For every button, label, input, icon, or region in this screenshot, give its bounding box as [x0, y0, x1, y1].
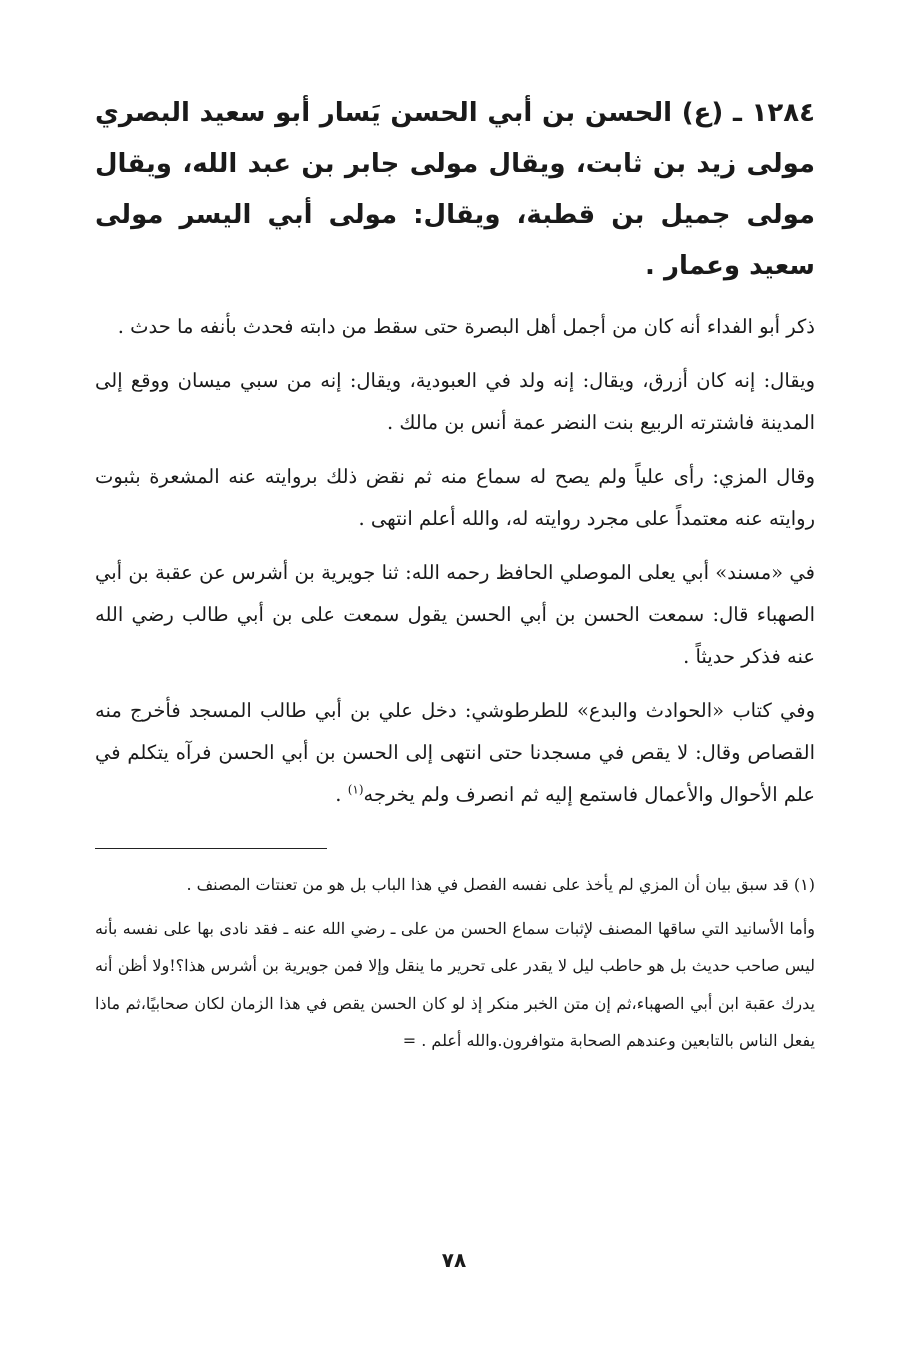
paragraph-5-end: . — [335, 783, 348, 806]
paragraph-3: وقال المزي: رأى علياً ولم يصح له سماع منه ثم نقض ذلك بروايته عنه المشعرة بثبوت روايته عنه معتمداً على مجرد روايته له، والله أعلم انتهى . — [95, 465, 815, 530]
paragraph-5 — [95, 690, 815, 816]
paragraph-5-text: وفي كتاب «الحوادث والبدع» للطرطوشي: دخل علي بن أبي طالب المسجد فأخرج منه القصاص وقال: لا يقص في مسجدنا حتى انتهى إلى الحسن بن أبي الحسن فرآه يتكلم في علم الأحوال والأعمال فاستمع إليه ثم انصرف ولم يخرجه — [95, 699, 815, 806]
footnote-1: (١) قد سبق بيان أن المزي لم يأخذ على نفسه الفصل في هذا الباب بل هو من تعنتات المصنف . — [186, 875, 815, 894]
footnote-1-continued: وأما الأسانيد التي ساقها المصنف لإثبات سماع الحسن من على ـ رضي الله عنه ـ فقد نادى بها على نفسه بأنه ليس صاحب حديث بل هو حاطب ليل لا يقدر على تحرير ما ينقل وإلا فمن جويرية بن أشرس هذا؟!ولا أظن أنه يدرك عقبة ابن أبي الصهباء،ثم إن متن الخبر منكر إذ لو كان الحسن يقص في هذا الزمان لكان صحابيًا،ثم ماذا يفعل الناس بالتابعين وعندهم الصحابة متوافرون.والله أعلم . = — [95, 918, 815, 1050]
entry-heading: ١٢٨٤ ـ (ع) الحسن بن أبي الحسن يَسار أبو سعيد البصري مولى زيد بن ثابت، ويقال مولى جابر بن عبد الله، ويقال مولى جميل بن قطبة، ويقال: مولى أبي اليسر مولى سعيد وعمار . — [95, 98, 815, 281]
footnote-divider — [95, 848, 327, 849]
main-text — [95, 88, 815, 1308]
footnotes — [95, 866, 815, 1060]
paragraph-1: ذكر أبو الفداء أنه كان من أجمل أهل البصرة حتى سقط من دابته فحدث بأنفه ما حدث . — [117, 315, 815, 338]
paragraph-4: في «مسند» أبي يعلى الموصلي الحافظ رحمه الله: ثنا جويرية بن أشرس عن عقبة بن أبي الصهباء قال: سمعت الحسن بن أبي الحسن يقول سمعت على بن أبي طالب رضي الله عنه فذكر حديثاً . — [95, 561, 815, 668]
paragraph-2: ويقال: إنه كان أزرق، ويقال: إنه ولد في العبودية، ويقال: إنه من سبي ميسان ووقع إلى المدينة فاشترته الربيع بنت النضر عمة أنس بن مالك . — [95, 369, 815, 434]
footnote-reference[interactable]: (١) — [347, 782, 364, 797]
page-number: ٧٨ — [441, 1248, 467, 1272]
